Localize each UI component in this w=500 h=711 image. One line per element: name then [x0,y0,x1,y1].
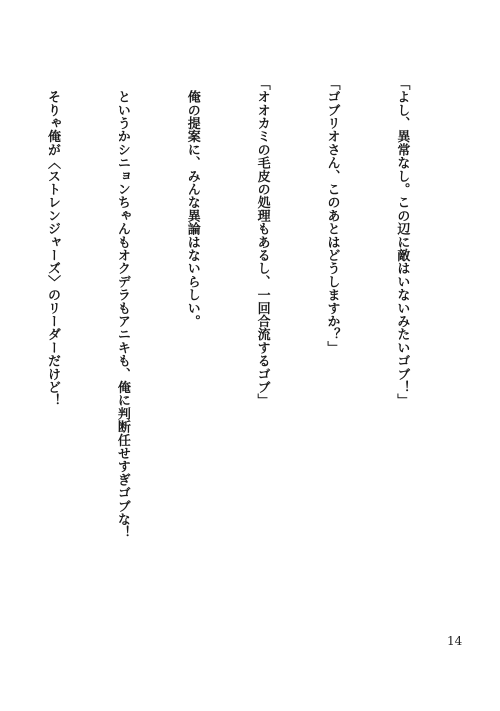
text-line: 「よし、異常なし。この辺に敵はいないみたいゴブ！」 [394,77,410,407]
vertical-text-body [0,77,460,597]
text-line: 俺の提案に、みんな異論はないらしい。 [184,77,200,328]
text-line: そりゃ俺が〈ストレンジャーズ〉のリーダーだけど！ [44,77,60,407]
page-number: 14 [447,634,463,648]
text-line: というかシニョンちゃんもオクデラもアニキも、俺に判断任せすぎゴブな！ [114,77,130,539]
text-line: 「オオカミの毛皮の処理もあるし、一回合流するゴブ」 [254,77,270,407]
text-line: 「ゴブリオさん、このあとはどうしますか？」 [324,77,340,355]
